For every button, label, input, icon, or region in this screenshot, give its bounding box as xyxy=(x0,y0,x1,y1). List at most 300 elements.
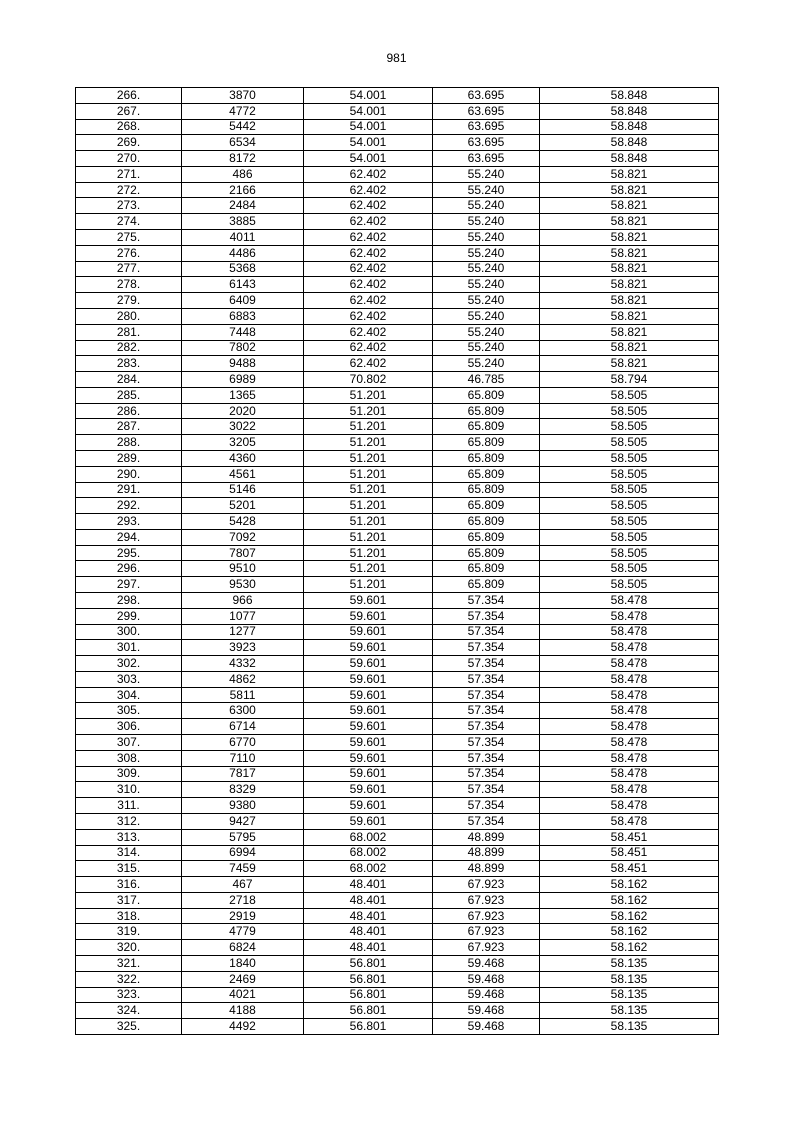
table-row xyxy=(76,419,719,435)
value-a-cell: 62.402 xyxy=(304,214,433,230)
value-c-cell: 58.821 xyxy=(540,245,719,261)
value-a-cell: 51.201 xyxy=(304,403,433,419)
table-row xyxy=(76,1003,719,1019)
value-a-cell: 59.601 xyxy=(304,766,433,782)
value-b-cell: 55.240 xyxy=(433,182,540,198)
table-row xyxy=(76,545,719,561)
table-row xyxy=(76,640,719,656)
value-b-cell: 67.923 xyxy=(433,924,540,940)
value-b-cell: 65.809 xyxy=(433,387,540,403)
value-c-cell: 58.848 xyxy=(540,151,719,167)
value-a-cell: 51.201 xyxy=(304,498,433,514)
value-c-cell: 58.848 xyxy=(540,88,719,104)
table-row xyxy=(76,703,719,719)
id-cell: 1077 xyxy=(182,608,304,624)
value-c-cell: 58.505 xyxy=(540,482,719,498)
value-a-cell: 48.401 xyxy=(304,940,433,956)
id-cell: 5442 xyxy=(182,119,304,135)
value-a-cell: 56.801 xyxy=(304,955,433,971)
value-c-cell: 58.505 xyxy=(540,419,719,435)
page-number: 981 xyxy=(386,51,407,65)
table-row xyxy=(76,245,719,261)
value-a-cell: 68.002 xyxy=(304,845,433,861)
row-number-cell: 300. xyxy=(76,624,182,640)
value-b-cell: 65.809 xyxy=(433,498,540,514)
value-c-cell: 58.821 xyxy=(540,277,719,293)
value-c-cell: 58.505 xyxy=(540,561,719,577)
value-b-cell: 65.809 xyxy=(433,514,540,530)
table-row xyxy=(76,372,719,388)
id-cell: 3022 xyxy=(182,419,304,435)
value-c-cell: 58.478 xyxy=(540,735,719,751)
table-row xyxy=(76,1019,719,1035)
value-c-cell: 58.821 xyxy=(540,261,719,277)
table-row xyxy=(76,514,719,530)
value-b-cell: 57.354 xyxy=(433,735,540,751)
table-row xyxy=(76,813,719,829)
table-row xyxy=(76,735,719,751)
value-a-cell: 62.402 xyxy=(304,166,433,182)
row-number-cell: 283. xyxy=(76,356,182,372)
value-c-cell: 58.135 xyxy=(540,971,719,987)
table-row xyxy=(76,624,719,640)
table-row xyxy=(76,577,719,593)
value-b-cell: 59.468 xyxy=(433,1019,540,1035)
value-a-cell: 59.601 xyxy=(304,640,433,656)
value-b-cell: 57.354 xyxy=(433,798,540,814)
table-row xyxy=(76,656,719,672)
id-cell: 4561 xyxy=(182,466,304,482)
table-row xyxy=(76,88,719,104)
value-a-cell: 56.801 xyxy=(304,971,433,987)
table-row xyxy=(76,987,719,1003)
value-c-cell: 58.821 xyxy=(540,324,719,340)
value-a-cell: 59.601 xyxy=(304,687,433,703)
id-cell: 4188 xyxy=(182,1003,304,1019)
value-a-cell: 51.201 xyxy=(304,545,433,561)
row-number-cell: 310. xyxy=(76,782,182,798)
value-b-cell: 55.240 xyxy=(433,245,540,261)
id-cell: 9510 xyxy=(182,561,304,577)
value-b-cell: 65.809 xyxy=(433,561,540,577)
value-b-cell: 55.240 xyxy=(433,293,540,309)
value-c-cell: 58.848 xyxy=(540,135,719,151)
table-row xyxy=(76,877,719,893)
id-cell: 4486 xyxy=(182,245,304,261)
value-c-cell: 58.821 xyxy=(540,356,719,372)
row-number-cell: 311. xyxy=(76,798,182,814)
row-number-cell: 272. xyxy=(76,182,182,198)
value-a-cell: 54.001 xyxy=(304,119,433,135)
table-row xyxy=(76,403,719,419)
table-row xyxy=(76,719,719,735)
value-c-cell: 58.821 xyxy=(540,198,719,214)
value-a-cell: 59.601 xyxy=(304,593,433,609)
row-number-cell: 279. xyxy=(76,293,182,309)
value-a-cell: 54.001 xyxy=(304,103,433,119)
table-row xyxy=(76,687,719,703)
id-cell: 4779 xyxy=(182,924,304,940)
id-cell: 9427 xyxy=(182,813,304,829)
table-row xyxy=(76,308,719,324)
row-number-cell: 285. xyxy=(76,387,182,403)
id-cell: 9380 xyxy=(182,798,304,814)
row-number-cell: 297. xyxy=(76,577,182,593)
value-a-cell: 70.802 xyxy=(304,372,433,388)
value-c-cell: 58.821 xyxy=(540,182,719,198)
row-number-cell: 269. xyxy=(76,135,182,151)
value-b-cell: 55.240 xyxy=(433,214,540,230)
row-number-cell: 317. xyxy=(76,892,182,908)
value-b-cell: 65.809 xyxy=(433,466,540,482)
row-number-cell: 314. xyxy=(76,845,182,861)
value-b-cell: 57.354 xyxy=(433,640,540,656)
id-cell: 5428 xyxy=(182,514,304,530)
value-c-cell: 58.848 xyxy=(540,119,719,135)
id-cell: 2020 xyxy=(182,403,304,419)
value-a-cell: 62.402 xyxy=(304,245,433,261)
row-number-cell: 287. xyxy=(76,419,182,435)
value-a-cell: 51.201 xyxy=(304,561,433,577)
id-cell: 6770 xyxy=(182,735,304,751)
id-cell: 6824 xyxy=(182,940,304,956)
value-c-cell: 58.478 xyxy=(540,813,719,829)
id-cell: 7092 xyxy=(182,529,304,545)
id-cell: 9530 xyxy=(182,577,304,593)
value-c-cell: 58.505 xyxy=(540,577,719,593)
id-cell: 6883 xyxy=(182,308,304,324)
table-row xyxy=(76,798,719,814)
table-row xyxy=(76,593,719,609)
row-number-cell: 304. xyxy=(76,687,182,703)
value-b-cell: 57.354 xyxy=(433,750,540,766)
value-a-cell: 59.601 xyxy=(304,735,433,751)
row-number-cell: 322. xyxy=(76,971,182,987)
id-cell: 1840 xyxy=(182,955,304,971)
value-a-cell: 62.402 xyxy=(304,308,433,324)
value-b-cell: 59.468 xyxy=(433,987,540,1003)
id-cell: 4360 xyxy=(182,450,304,466)
value-a-cell: 59.601 xyxy=(304,703,433,719)
value-c-cell: 58.478 xyxy=(540,766,719,782)
row-number-cell: 288. xyxy=(76,435,182,451)
value-c-cell: 58.505 xyxy=(540,466,719,482)
row-number-cell: 268. xyxy=(76,119,182,135)
value-b-cell: 63.695 xyxy=(433,119,540,135)
row-number-cell: 313. xyxy=(76,829,182,845)
row-number-cell: 324. xyxy=(76,1003,182,1019)
id-cell: 6143 xyxy=(182,277,304,293)
row-number-cell: 293. xyxy=(76,514,182,530)
table-row xyxy=(76,135,719,151)
row-number-cell: 301. xyxy=(76,640,182,656)
table-row xyxy=(76,498,719,514)
value-a-cell: 48.401 xyxy=(304,908,433,924)
value-c-cell: 58.505 xyxy=(540,529,719,545)
value-a-cell: 62.402 xyxy=(304,261,433,277)
row-number-cell: 307. xyxy=(76,735,182,751)
value-b-cell: 65.809 xyxy=(433,529,540,545)
value-a-cell: 59.601 xyxy=(304,719,433,735)
value-c-cell: 58.478 xyxy=(540,687,719,703)
row-number-cell: 298. xyxy=(76,593,182,609)
table-row xyxy=(76,387,719,403)
value-a-cell: 48.401 xyxy=(304,924,433,940)
value-c-cell: 58.135 xyxy=(540,1003,719,1019)
value-a-cell: 51.201 xyxy=(304,419,433,435)
value-b-cell: 65.809 xyxy=(433,403,540,419)
table-row xyxy=(76,908,719,924)
value-c-cell: 58.821 xyxy=(540,308,719,324)
row-number-cell: 315. xyxy=(76,861,182,877)
table-row xyxy=(76,892,719,908)
value-a-cell: 59.601 xyxy=(304,782,433,798)
value-c-cell: 58.505 xyxy=(540,403,719,419)
value-a-cell: 62.402 xyxy=(304,198,433,214)
id-cell: 7448 xyxy=(182,324,304,340)
value-a-cell: 59.601 xyxy=(304,624,433,640)
value-c-cell: 58.478 xyxy=(540,593,719,609)
row-number-cell: 273. xyxy=(76,198,182,214)
data-table xyxy=(75,87,719,1035)
value-a-cell: 59.601 xyxy=(304,798,433,814)
table-row xyxy=(76,671,719,687)
value-c-cell: 58.821 xyxy=(540,166,719,182)
value-a-cell: 68.002 xyxy=(304,829,433,845)
value-c-cell: 58.451 xyxy=(540,845,719,861)
value-c-cell: 58.451 xyxy=(540,861,719,877)
table-row xyxy=(76,230,719,246)
value-b-cell: 55.240 xyxy=(433,166,540,182)
value-a-cell: 68.002 xyxy=(304,861,433,877)
value-c-cell: 58.478 xyxy=(540,782,719,798)
value-c-cell: 58.478 xyxy=(540,703,719,719)
value-c-cell: 58.478 xyxy=(540,656,719,672)
id-cell: 4772 xyxy=(182,103,304,119)
row-number-cell: 270. xyxy=(76,151,182,167)
table-row xyxy=(76,151,719,167)
value-c-cell: 58.135 xyxy=(540,955,719,971)
table-row xyxy=(76,529,719,545)
id-cell: 4332 xyxy=(182,656,304,672)
value-b-cell: 55.240 xyxy=(433,308,540,324)
id-cell: 8172 xyxy=(182,151,304,167)
value-c-cell: 58.478 xyxy=(540,750,719,766)
row-number-cell: 284. xyxy=(76,372,182,388)
id-cell: 3923 xyxy=(182,640,304,656)
value-b-cell: 55.240 xyxy=(433,277,540,293)
row-number-cell: 292. xyxy=(76,498,182,514)
value-b-cell: 65.809 xyxy=(433,435,540,451)
row-number-cell: 316. xyxy=(76,877,182,893)
value-b-cell: 48.899 xyxy=(433,861,540,877)
value-b-cell: 67.923 xyxy=(433,940,540,956)
value-a-cell: 59.601 xyxy=(304,671,433,687)
value-c-cell: 58.162 xyxy=(540,940,719,956)
value-c-cell: 58.505 xyxy=(540,498,719,514)
value-b-cell: 57.354 xyxy=(433,766,540,782)
value-b-cell: 55.240 xyxy=(433,261,540,277)
value-b-cell: 57.354 xyxy=(433,608,540,624)
row-number-cell: 309. xyxy=(76,766,182,782)
value-c-cell: 58.451 xyxy=(540,829,719,845)
table-row xyxy=(76,261,719,277)
row-number-cell: 323. xyxy=(76,987,182,1003)
id-cell: 2484 xyxy=(182,198,304,214)
id-cell: 6300 xyxy=(182,703,304,719)
value-a-cell: 56.801 xyxy=(304,1019,433,1035)
row-number-cell: 302. xyxy=(76,656,182,672)
value-b-cell: 57.354 xyxy=(433,671,540,687)
value-b-cell: 65.809 xyxy=(433,450,540,466)
table-row xyxy=(76,482,719,498)
value-b-cell: 57.354 xyxy=(433,813,540,829)
value-b-cell: 67.923 xyxy=(433,908,540,924)
id-cell: 4492 xyxy=(182,1019,304,1035)
value-c-cell: 58.821 xyxy=(540,293,719,309)
id-cell: 1277 xyxy=(182,624,304,640)
id-cell: 3885 xyxy=(182,214,304,230)
value-c-cell: 58.505 xyxy=(540,545,719,561)
value-c-cell: 58.505 xyxy=(540,514,719,530)
value-a-cell: 62.402 xyxy=(304,293,433,309)
value-a-cell: 51.201 xyxy=(304,577,433,593)
id-cell: 5795 xyxy=(182,829,304,845)
value-b-cell: 63.695 xyxy=(433,103,540,119)
row-number-cell: 289. xyxy=(76,450,182,466)
row-number-cell: 291. xyxy=(76,482,182,498)
value-c-cell: 58.478 xyxy=(540,719,719,735)
value-a-cell: 56.801 xyxy=(304,1003,433,1019)
row-number-cell: 296. xyxy=(76,561,182,577)
value-b-cell: 67.923 xyxy=(433,877,540,893)
row-number-cell: 267. xyxy=(76,103,182,119)
row-number-cell: 278. xyxy=(76,277,182,293)
value-b-cell: 65.809 xyxy=(433,577,540,593)
table-row xyxy=(76,324,719,340)
table-row xyxy=(76,450,719,466)
row-number-cell: 280. xyxy=(76,308,182,324)
value-b-cell: 57.354 xyxy=(433,719,540,735)
value-b-cell: 65.809 xyxy=(433,419,540,435)
value-b-cell: 48.899 xyxy=(433,829,540,845)
id-cell: 8329 xyxy=(182,782,304,798)
id-cell: 486 xyxy=(182,166,304,182)
id-cell: 3870 xyxy=(182,88,304,104)
value-b-cell: 59.468 xyxy=(433,1003,540,1019)
row-number-cell: 290. xyxy=(76,466,182,482)
row-number-cell: 275. xyxy=(76,230,182,246)
row-number-cell: 299. xyxy=(76,608,182,624)
id-cell: 6409 xyxy=(182,293,304,309)
table-row xyxy=(76,829,719,845)
value-b-cell: 65.809 xyxy=(433,545,540,561)
id-cell: 5368 xyxy=(182,261,304,277)
value-a-cell: 62.402 xyxy=(304,230,433,246)
row-number-cell: 303. xyxy=(76,671,182,687)
value-c-cell: 58.162 xyxy=(540,877,719,893)
table-row xyxy=(76,782,719,798)
value-a-cell: 62.402 xyxy=(304,277,433,293)
id-cell: 4862 xyxy=(182,671,304,687)
row-number-cell: 281. xyxy=(76,324,182,340)
row-number-cell: 274. xyxy=(76,214,182,230)
table-row xyxy=(76,277,719,293)
value-b-cell: 55.240 xyxy=(433,198,540,214)
value-a-cell: 62.402 xyxy=(304,340,433,356)
value-b-cell: 57.354 xyxy=(433,687,540,703)
row-number-cell: 286. xyxy=(76,403,182,419)
value-c-cell: 58.162 xyxy=(540,924,719,940)
row-number-cell: 325. xyxy=(76,1019,182,1035)
table-row xyxy=(76,750,719,766)
value-b-cell: 55.240 xyxy=(433,324,540,340)
value-c-cell: 58.478 xyxy=(540,640,719,656)
row-number-cell: 318. xyxy=(76,908,182,924)
id-cell: 966 xyxy=(182,593,304,609)
value-b-cell: 55.240 xyxy=(433,340,540,356)
table-row xyxy=(76,293,719,309)
row-number-cell: 282. xyxy=(76,340,182,356)
value-a-cell: 59.601 xyxy=(304,608,433,624)
value-b-cell: 55.240 xyxy=(433,230,540,246)
id-cell: 5811 xyxy=(182,687,304,703)
table-row xyxy=(76,608,719,624)
id-cell: 6989 xyxy=(182,372,304,388)
value-c-cell: 58.135 xyxy=(540,1019,719,1035)
table-row xyxy=(76,971,719,987)
value-b-cell: 63.695 xyxy=(433,88,540,104)
id-cell: 5146 xyxy=(182,482,304,498)
value-c-cell: 58.821 xyxy=(540,340,719,356)
value-b-cell: 57.354 xyxy=(433,624,540,640)
id-cell: 4011 xyxy=(182,230,304,246)
table-row xyxy=(76,924,719,940)
value-a-cell: 62.402 xyxy=(304,356,433,372)
row-number-cell: 319. xyxy=(76,924,182,940)
value-c-cell: 58.505 xyxy=(540,435,719,451)
value-c-cell: 58.821 xyxy=(540,214,719,230)
value-a-cell: 59.601 xyxy=(304,750,433,766)
value-b-cell: 59.468 xyxy=(433,955,540,971)
value-b-cell: 55.240 xyxy=(433,356,540,372)
value-b-cell: 63.695 xyxy=(433,135,540,151)
value-c-cell: 58.505 xyxy=(540,387,719,403)
id-cell: 7459 xyxy=(182,861,304,877)
table-row xyxy=(76,466,719,482)
value-c-cell: 58.794 xyxy=(540,372,719,388)
id-cell: 2469 xyxy=(182,971,304,987)
table-body xyxy=(76,88,719,1035)
value-a-cell: 62.402 xyxy=(304,182,433,198)
table-row xyxy=(76,166,719,182)
value-b-cell: 46.785 xyxy=(433,372,540,388)
table-row xyxy=(76,198,719,214)
value-b-cell: 59.468 xyxy=(433,971,540,987)
row-number-cell: 295. xyxy=(76,545,182,561)
table-row xyxy=(76,119,719,135)
row-number-cell: 312. xyxy=(76,813,182,829)
row-number-cell: 306. xyxy=(76,719,182,735)
id-cell: 7807 xyxy=(182,545,304,561)
id-cell: 3205 xyxy=(182,435,304,451)
value-a-cell: 48.401 xyxy=(304,892,433,908)
value-a-cell: 59.601 xyxy=(304,656,433,672)
value-b-cell: 57.354 xyxy=(433,656,540,672)
table-row xyxy=(76,766,719,782)
id-cell: 7817 xyxy=(182,766,304,782)
value-c-cell: 58.848 xyxy=(540,103,719,119)
